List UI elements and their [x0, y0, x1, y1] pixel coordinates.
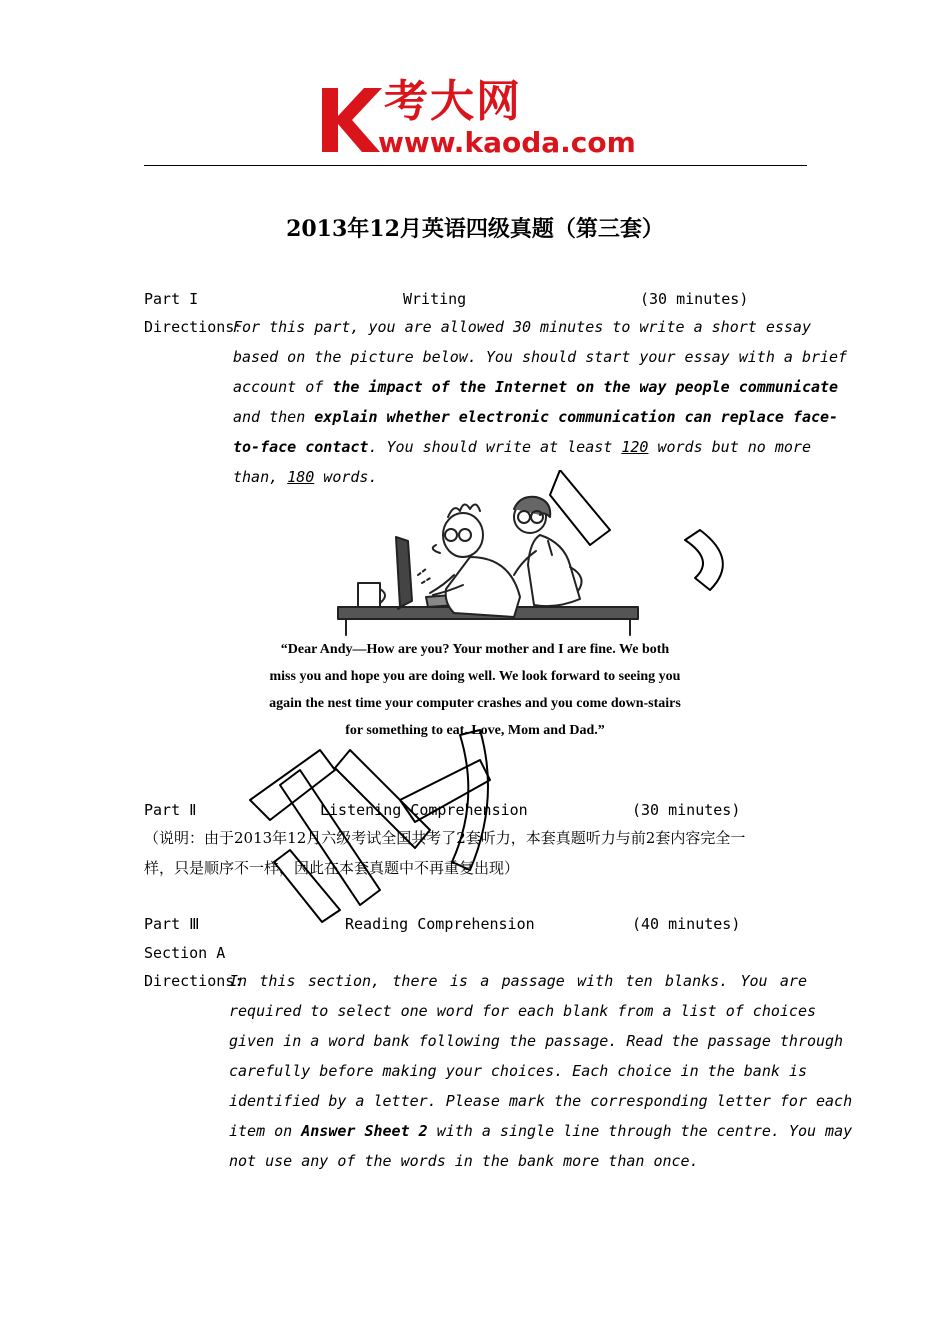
part1-direction-line	[233, 346, 848, 368]
part3-direction-line	[229, 1000, 816, 1022]
direction-text: account of	[233, 378, 333, 396]
header-divider	[144, 165, 807, 166]
part2-name: Listening Comprehension	[320, 801, 528, 819]
part2-time: (30 minutes)	[632, 801, 741, 819]
part1-time: (30 minutes)	[640, 290, 749, 308]
part3-direction-line	[229, 1030, 844, 1052]
part2-note-line: 样，只是顺序不一样，因此在本套真题中不再重复出现）	[144, 859, 520, 877]
part3-label: Part Ⅲ	[144, 915, 200, 933]
cartoon-caption-line: again the nest time your computer crashes and you come down-stairs	[269, 696, 681, 711]
direction-text: For this part, you are allowed 30 minutes to write a short essay	[233, 318, 811, 336]
part3-direction-line	[229, 1150, 807, 1172]
cartoon-caption-line: for something to eat. Love, Mom and Dad.”	[345, 723, 605, 738]
part1-label: Part I	[144, 290, 199, 308]
direction-text: . You should write at least	[368, 438, 622, 456]
part2-label: Part Ⅱ	[144, 801, 197, 819]
direction-text: with a single line through the centre. You may	[427, 1122, 853, 1140]
part1-direction-line	[233, 406, 839, 428]
direction-text: words but no more	[648, 438, 811, 456]
cartoon-caption-line: “Dear Andy—How are you? Your mother and I are fine. We both	[280, 642, 670, 657]
direction-text: In this section, there is a passage with ten blanks. You are	[229, 972, 807, 990]
part1-direction-line	[233, 316, 811, 338]
part1-direction-line	[233, 436, 811, 458]
logo-k-mark	[318, 80, 384, 156]
part1-direction-line	[233, 376, 839, 398]
page-title: 2013年12月英语四级真题（第三套）	[286, 216, 664, 242]
direction-emphasis: explain whether electronic communication can replace face-	[314, 408, 839, 426]
part3-directions-label: Directions:	[144, 972, 244, 990]
direction-text: given in a word bank following the passage. Read the passage through	[229, 1032, 844, 1050]
part3-direction-line	[229, 1120, 853, 1142]
part3-direction-line	[229, 970, 807, 992]
part1-direction-line	[233, 466, 807, 488]
answer-sheet-reference: Answer Sheet 2	[301, 1122, 428, 1140]
direction-text: identified by a letter. Please mark the corresponding letter for each	[229, 1092, 853, 1110]
kaoda-logo	[318, 76, 648, 166]
word-count-max: 180	[287, 468, 315, 486]
part2-note-line: （说明：由于2013年12月六级考试全国共考了2套听力，本套真题听力与前2套内容完全一	[144, 829, 746, 847]
direction-text: not use any of the words in the bank more than once.	[229, 1152, 699, 1170]
word-count-min: 120	[621, 438, 649, 456]
direction-emphasis: to-face contact	[233, 438, 369, 456]
direction-text: based on the picture below. You should start your essay with a brief	[233, 348, 848, 366]
part3-section-label: Section A	[144, 944, 226, 962]
part1-name: Writing	[403, 290, 467, 308]
part3-name: Reading Comprehension	[345, 915, 535, 933]
cartoon-illustration	[258, 495, 708, 640]
part3-direction-line	[229, 1090, 853, 1112]
direction-text: words.	[314, 468, 378, 486]
direction-text: item on	[229, 1122, 302, 1140]
direction-emphasis: the impact of the Internet on the way people communicate	[332, 378, 839, 396]
part3-time: (40 minutes)	[632, 915, 741, 933]
direction-text: required to select one word for each blank from a list of choices	[229, 1002, 816, 1020]
logo-chinese-text: 考大网	[384, 76, 522, 127]
cartoon-caption-line: miss you and hope you are doing well. We look forward to seeing you	[269, 669, 681, 684]
part3-direction-line	[229, 1060, 807, 1082]
direction-text: and then	[233, 408, 315, 426]
logo-url-text: www.kaoda.com	[378, 126, 636, 159]
direction-text: carefully before making your choices. Each choice in the bank is	[229, 1062, 807, 1080]
direction-text: than,	[233, 468, 288, 486]
part1-directions-label: Directions：	[144, 318, 250, 336]
